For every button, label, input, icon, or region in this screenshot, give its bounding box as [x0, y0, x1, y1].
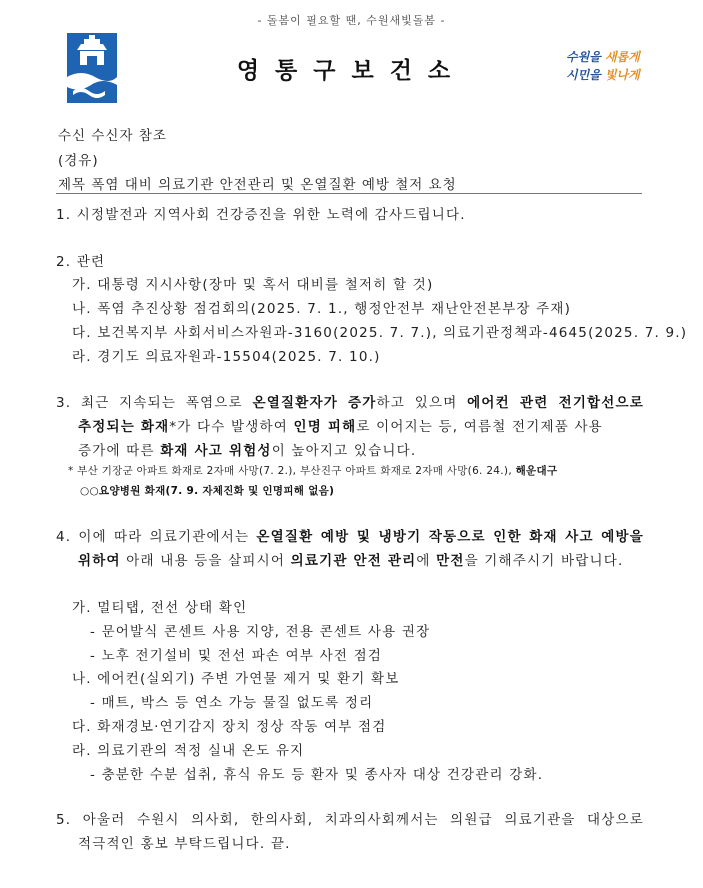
reference-b: 나. 폭염 추진상황 점검회의(2025. 7. 1., 행정안전부 재난안전본부장 주재) [72, 301, 572, 317]
p4-text: 아래 내용 등을 살피시어 [120, 553, 291, 569]
reference-a: 가. 대통령 지시사항(장마 및 혹서 대비를 철저히 할 것) [72, 277, 434, 293]
footnote-emphasis: ○○요양병원 화재(7. 9. 자체진화 및 인명피해 없음) [80, 485, 335, 497]
p4-emphasis: 온열질환 예방 및 냉방기 작동으로 인한 화재 사고 예방을 [256, 529, 644, 545]
footnote-line2 [80, 483, 334, 498]
p4-text: 에 [416, 553, 437, 569]
paragraph-3-line1 [56, 391, 644, 411]
item-b-detail-1: - 매트, 박스 등 연소 가능 물질 없도록 정리 [90, 695, 374, 711]
p4-text: 을 기해주시기 바랍니다. [464, 553, 624, 569]
p3-emphasis: 인명 피해 [293, 419, 357, 435]
paragraph-5-line1: 5. 아울러 수원시 의사회, 한의사회, 치과의사회께서는 의원급 의료기관을 대상으로 [56, 812, 644, 828]
p4-emphasis: 위하여 [78, 553, 121, 569]
item-a-detail-2: - 노후 전기설비 및 전선 파손 여부 사전 점검 [90, 648, 383, 664]
header-tagline: - 돌봄이 필요할 땐, 수원새빛돌봄 - [257, 14, 446, 27]
slogan-line2-b: 빛나게 [604, 68, 640, 82]
slogan-line2-a: 시민을 [566, 68, 605, 82]
slogan-line1-b: 새롭게 [604, 50, 640, 64]
paragraph-2-title: 2. 관련 [56, 254, 106, 270]
paragraph-1: 1. 시정발전과 지역사회 건강증진을 위한 노력에 감사드립니다. [56, 207, 466, 223]
slogan-line1-a: 수원을 [566, 50, 605, 64]
paragraph-3-line3 [78, 439, 416, 459]
item-a-detail-1: - 문어발식 콘센트 사용 지양, 전용 콘센트 사용 권장 [90, 624, 431, 640]
via-line: (경유) [58, 153, 99, 169]
city-slogan [566, 48, 656, 84]
paragraph-4-line2 [78, 549, 623, 569]
p3-text: *가 다수 발생하여 [169, 419, 294, 435]
item-b: 나. 에어컨(실외기) 주변 가연물 제거 및 환기 확보 [72, 671, 400, 687]
paragraph-4-line1 [56, 525, 644, 545]
p4-text: 4. 이에 따라 의료기관에서는 [56, 529, 257, 545]
paragraph-5-line2: 적극적인 홍보 부탁드립니다. 끝. [78, 836, 291, 852]
footnote-text: * 부산 기장군 아파트 화재로 2자매 사망(7. 2.), 부산진구 아파트 화재로 2자매 사망(6. 24.), [68, 465, 516, 477]
reference-c: 다. 보건복지부 사회서비스자원과-3160(2025. 7. 7.), 의료기관정책과-4645(2025. 7. 9.) [72, 325, 688, 341]
p3-emphasis: 온열질환자가 증가 [252, 395, 377, 411]
p3-text: 3. 최근 지속되는 폭염으로 [56, 395, 253, 411]
paragraph-3-line2 [78, 415, 603, 435]
footnote-line1 [68, 463, 557, 478]
p3-emphasis: 에어컨 관련 전기합선으로 [467, 395, 645, 411]
organization-name: 영통구보건소 [236, 58, 467, 84]
p3-text: 하고 있으며 [376, 395, 468, 411]
p4-emphasis: 만전 [436, 553, 465, 569]
recipient-line: 수신 수신자 참조 [58, 128, 167, 144]
header-divider [56, 193, 642, 194]
p3-emphasis: 추정되는 화재 [78, 419, 170, 435]
subject-line: 제목 폭염 대비 의료기관 안전관리 및 온열질환 예방 철저 요청 [58, 177, 457, 193]
footnote-emphasis: 해운대구 [515, 465, 558, 477]
p3-emphasis: 화재 사고 위험성 [160, 443, 272, 459]
item-a: 가. 멀티탭, 전선 상태 확인 [72, 600, 248, 616]
p3-text: 증가에 따른 [78, 443, 161, 459]
p3-text: 이 높아지고 있습니다. [271, 443, 417, 459]
item-c: 다. 화재경보·연기감지 장치 정상 작동 여부 점검 [72, 719, 387, 735]
p3-text: 로 이어지는 등, 여름철 전기제품 사용 [356, 419, 603, 435]
p4-emphasis: 의료기관 안전 관리 [290, 553, 417, 569]
item-d-detail-1: - 충분한 수분 섭취, 휴식 유도 등 환자 및 종사자 대상 건강관리 강화. [90, 767, 544, 783]
reference-d: 라. 경기도 의료자원과-15504(2025. 7. 10.) [72, 349, 381, 365]
item-d: 라. 의료기관의 적정 실내 온도 유지 [72, 743, 305, 759]
